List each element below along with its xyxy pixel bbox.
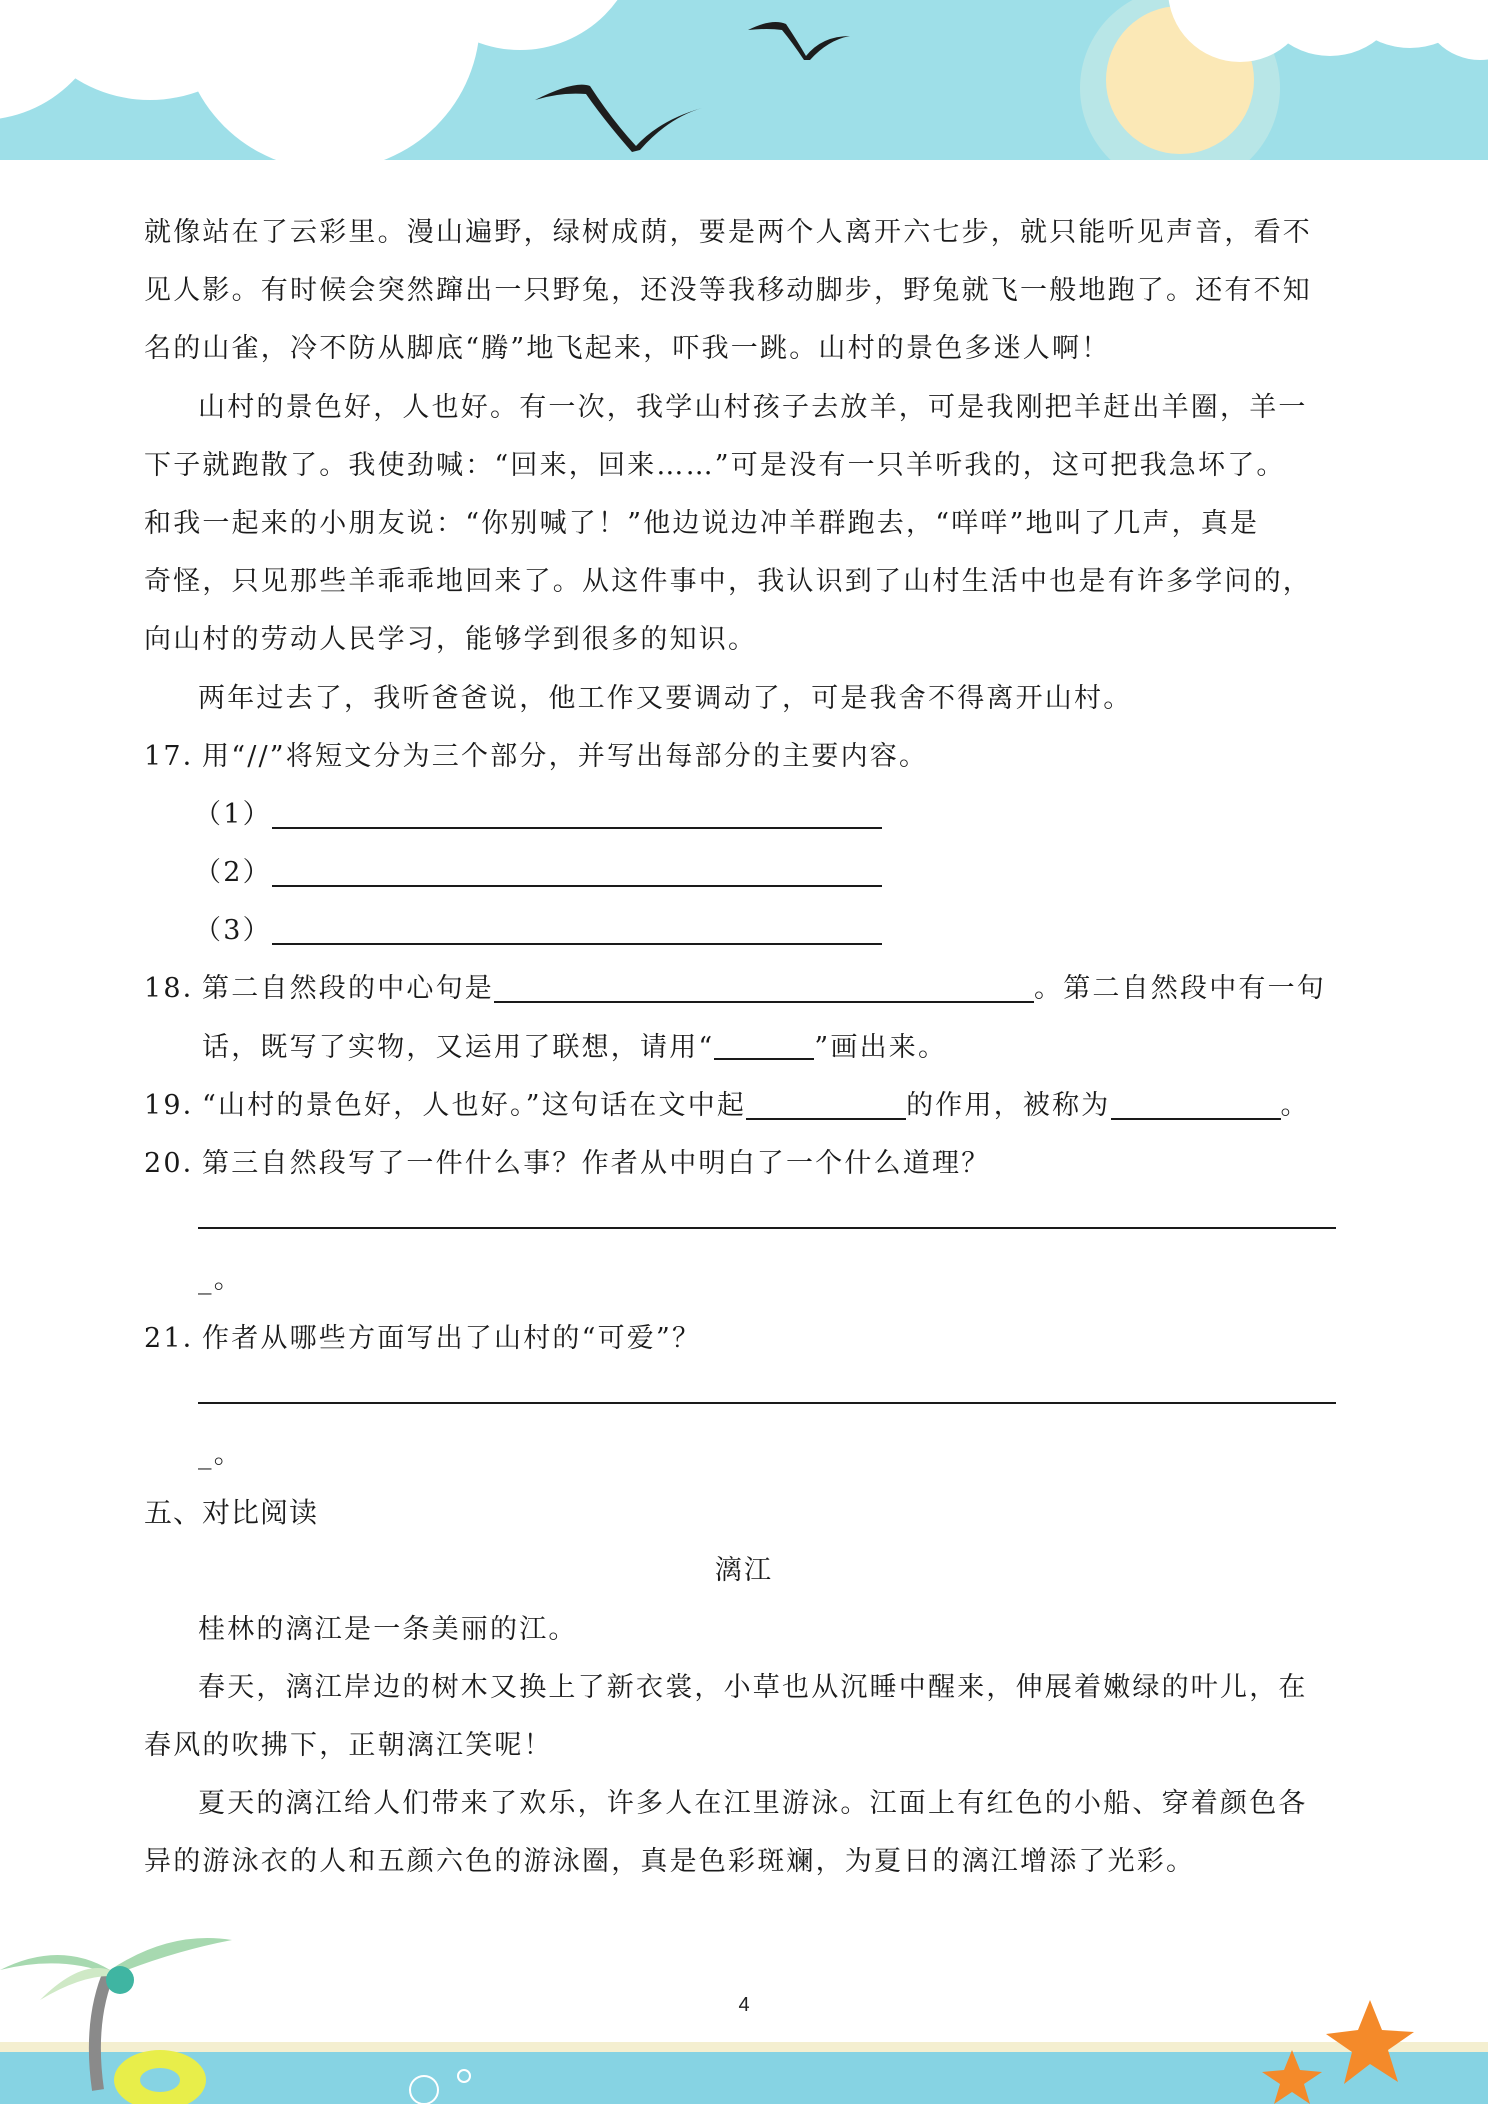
answer-blank[interactable] (494, 967, 1034, 1003)
question-19 (144, 1077, 1344, 1135)
question-number: 18． (144, 973, 212, 1005)
question-number: 20． (144, 1148, 212, 1179)
question-number: 21． (144, 1322, 212, 1354)
answer-blank[interactable] (1111, 1084, 1281, 1120)
article-p1: 桂林的漓江是一条美丽的江。 (198, 1613, 578, 1645)
section-heading: 五、对比阅读 (144, 1496, 319, 1530)
answer-blank[interactable] (272, 793, 882, 829)
answer-rule (198, 1402, 1336, 1404)
passage-p2-line3: 和我一起来的小朋友说：“你别喊了！”他边说边冲羊群跑去，“咩咩”地叫了几声，真是 (144, 507, 1260, 539)
passage-p2-line5: 向山村的劳动人民学习，能够学到很多的知识。 (144, 624, 758, 656)
question-18-line2 (144, 1019, 1344, 1077)
article-p3-line2: 异的游泳衣的人和五颜六色的游泳圈，真是色彩斑斓，为夏日的漓江增添了光彩。 (144, 1846, 1196, 1878)
article-title: 漓江 (714, 1555, 774, 1587)
question-18 (144, 960, 1344, 1018)
question-21 (144, 1310, 1344, 1368)
question-text-d: ”画出来。 (814, 1031, 948, 1063)
question-text-b: 。第二自然段中有一句 (1034, 973, 1326, 1005)
passage-p2-line2: 下子就跑散了。我使劲喊：“回来，回来……”可是没有一只羊听我的，这可把我急坏了。 (144, 449, 1286, 481)
question-number: 19． (144, 1089, 212, 1121)
article-p3-line1: 夏天的漓江给人们带来了欢乐，许多人在江里游泳。江面上有红色的小船、穿着颜色各 (198, 1788, 1308, 1820)
item-label: （3） (194, 915, 272, 947)
question-text: 作者从哪些方面写出了山村的“可爱”？ (202, 1322, 702, 1354)
page-content (144, 204, 1344, 1891)
question-17 (144, 728, 1344, 786)
passage-p2-line1: 山村的景色好，人也好。有一次，我学山村孩子去放羊，可是我刚把羊赶出羊圈，羊一 (198, 391, 1308, 423)
article-p2-line2: 春风的吹拂下，正朝漓江笑呢！ (144, 1729, 553, 1761)
passage-p1-line3: 名的山雀，冷不防从脚底“腾”地飞起来，吓我一跳。山村的景色多迷人啊！ (144, 333, 1111, 365)
article-p2-line1: 春天，漓江岸边的树木又换上了新衣裳，小草也从沉睡中醒来，伸展着嫩绿的叶儿，在 (198, 1671, 1308, 1703)
question-text-c: 。 (1280, 1089, 1310, 1121)
underline-mark (714, 1030, 814, 1060)
question-text-b: 的作用，被称为 (906, 1089, 1111, 1121)
question-text: 第三自然段写了一件什么事？作者从中明白了一个什么道理？ (202, 1148, 991, 1179)
passage-p2-line4: 奇怪，只见那些羊乖乖地回来了。从这件事中，我认识到了山村生活中也是有许多学问的， (144, 566, 1312, 598)
answer-blank[interactable] (272, 851, 882, 887)
answer-blank[interactable] (746, 1084, 906, 1120)
page-number: 4 (738, 1994, 750, 2016)
passage-p1-line1: 就像站在了云彩里。漫山遍野，绿树成荫，要是两个人离开六七步，就只能听见声音，看不 (144, 217, 1312, 248)
passage-p3: 两年过去了，我听爸爸说，他工作又要调动了，可是我舍不得离开山村。 (198, 682, 1133, 714)
q20-answer-line[interactable] (144, 1193, 1344, 1251)
q21-answer-tail: _。 (198, 1438, 243, 1470)
question-text-a: “山村的景色好，人也好。”这句话在文中起 (202, 1089, 747, 1121)
q20-answer-tail: _。 (198, 1264, 243, 1296)
q21-answer-line[interactable] (144, 1368, 1344, 1426)
question-text-c: 话，既写了实物，又运用了联想，请用“ (202, 1031, 715, 1063)
question-text: 用“//”将短文分为三个部分，并写出每部分的主要内容。 (202, 740, 929, 772)
q17-answer-1 (144, 786, 1344, 844)
answer-rule (198, 1227, 1336, 1229)
item-label: （1） (194, 798, 272, 830)
passage-p1-line2: 见人影。有时候会突然蹿出一只野兔，还没等我移动脚步，野兔就飞一般地跑了。还有不知 (144, 275, 1312, 307)
q17-answer-3 (144, 902, 1344, 960)
item-label: （2） (194, 857, 272, 889)
question-number: 17． (144, 740, 212, 772)
q17-answer-2 (144, 844, 1344, 902)
header-sky-banner (0, 0, 1488, 168)
question-20 (144, 1135, 1344, 1193)
question-text-a: 第二自然段的中心句是 (202, 973, 494, 1005)
answer-blank[interactable] (272, 909, 882, 945)
